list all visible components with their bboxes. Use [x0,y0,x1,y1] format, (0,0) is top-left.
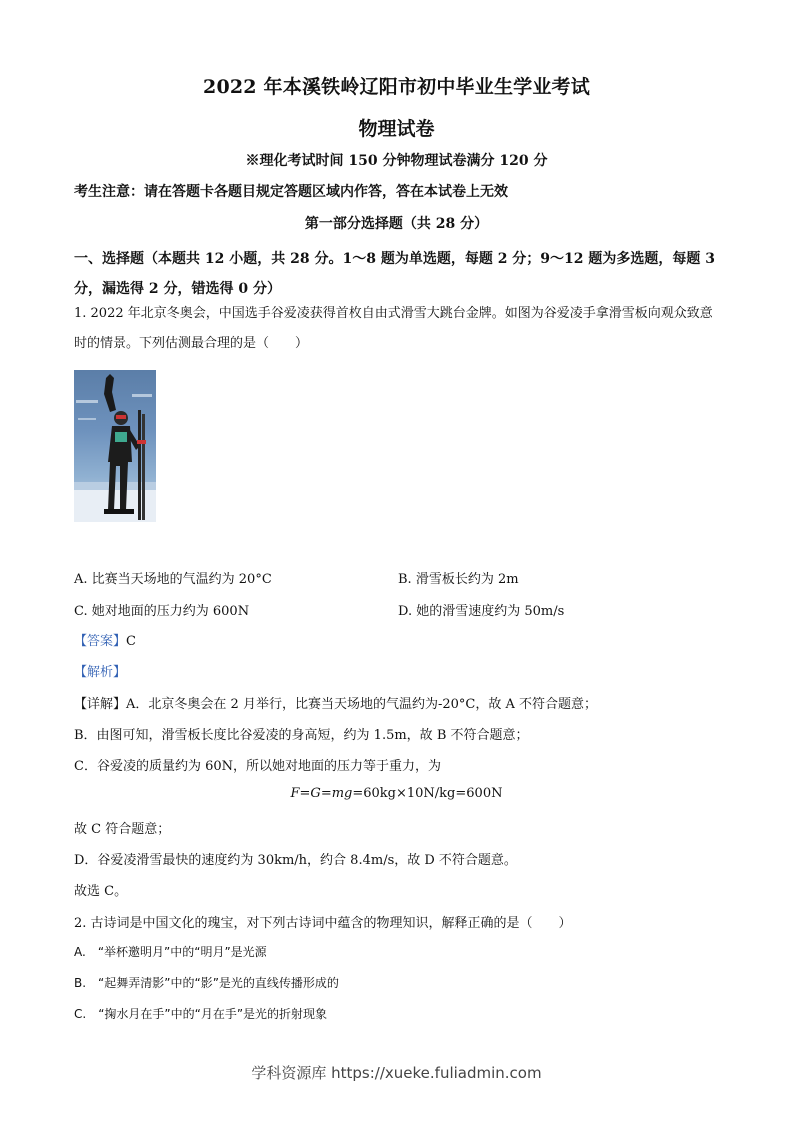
q1-stem: 1. 2022 年北京冬奥会，中国选手谷爱凌获得首枚自由式滑雪大跳台金牌。如图为谷爱凌手拿滑雪板向观众致意时的情景。下列估测最合理的是（ ） [74,306,713,351]
formula-rhs: =60kg×10N/kg=600N [352,786,503,801]
detail-c: C．谷爱凌的质量约为 60N，所以她对地面的压力等于重力，为 [74,759,441,774]
exam-subtitle: 物理试卷 [358,118,435,140]
footer-watermark[interactable]: 学科资源库 https://xueke.fuliadmin.com [251,1064,542,1082]
formula [0,786,793,801]
detail-a-text: A．北京冬奥会在 2 月举行，比赛当天场地的气温约为-20°C，故 A 不符合题意； [126,697,597,712]
q1-option-d[interactable]: D. 她的滑雪速度约为 50m/s [398,604,565,619]
detail-a [74,693,724,712]
q1-conclusion: 故选 C。 [74,884,128,899]
q1-answer [74,630,724,649]
answer-value: C [126,634,136,649]
q2-option-c[interactable]: C. “掬水月在手”中的“月在手”是光的折射现象 [74,1007,328,1021]
time-note: ※理化考试时间 150 分钟物理试卷满分 120 分 [245,153,548,169]
answer-tag: 【答案】 [74,634,127,649]
detail-b: B．由图可知，滑雪板长度比谷爱凌的身高短，约为 1.5m，故 B 不符合题意； [74,728,529,743]
q2-option-a[interactable]: A. “举杯邀明月”中的“明月”是光源 [74,945,267,959]
q2-stem: 2. 古诗词是中国文化的瑰宝，对下列古诗词中蕴含的物理知识，解释正确的是（ ） [74,916,572,931]
candidate-notice: 考生注意：请在答题卡各题目规定答题区域内作答，答在本试卷上无效 [74,184,508,200]
q1-option-a[interactable]: A. 比赛当天场地的气温约为 20°C [74,572,272,587]
section-heading: 一、选择题（本题共 12 小题，共 28 分。1～8 题为单选题，每题 2 分；9～12 题为多选题，每题 3 分，漏选得 2 分，错选得 0 分） [74,251,716,297]
q2-option-b[interactable]: B. “起舞弄清影”中的“影”是光的直线传播形成的 [74,976,339,990]
skier-photo [74,370,156,522]
skier-figure-icon [74,370,156,522]
part-heading: 第一部分选择题（共 28 分） [304,216,489,232]
formula-lhs: F=G=mg [290,786,353,801]
exam-title: 2022 年本溪铁岭辽阳市初中毕业生学业考试 [203,76,590,98]
q1-option-c[interactable]: C. 她对地面的压力约为 600N [74,604,250,619]
detail-tag: 【详解】 [74,697,127,712]
q1-option-b[interactable]: B. 滑雪板长约为 2m [398,572,519,587]
detail-c-conclusion: 故 C 符合题意； [74,822,171,837]
analysis-tag: 【解析】 [74,665,127,680]
detail-d: D．谷爱凌滑雪最快的速度约为 30km/h，约合 8.4m/s，故 D 不符合题意。 [74,853,517,868]
